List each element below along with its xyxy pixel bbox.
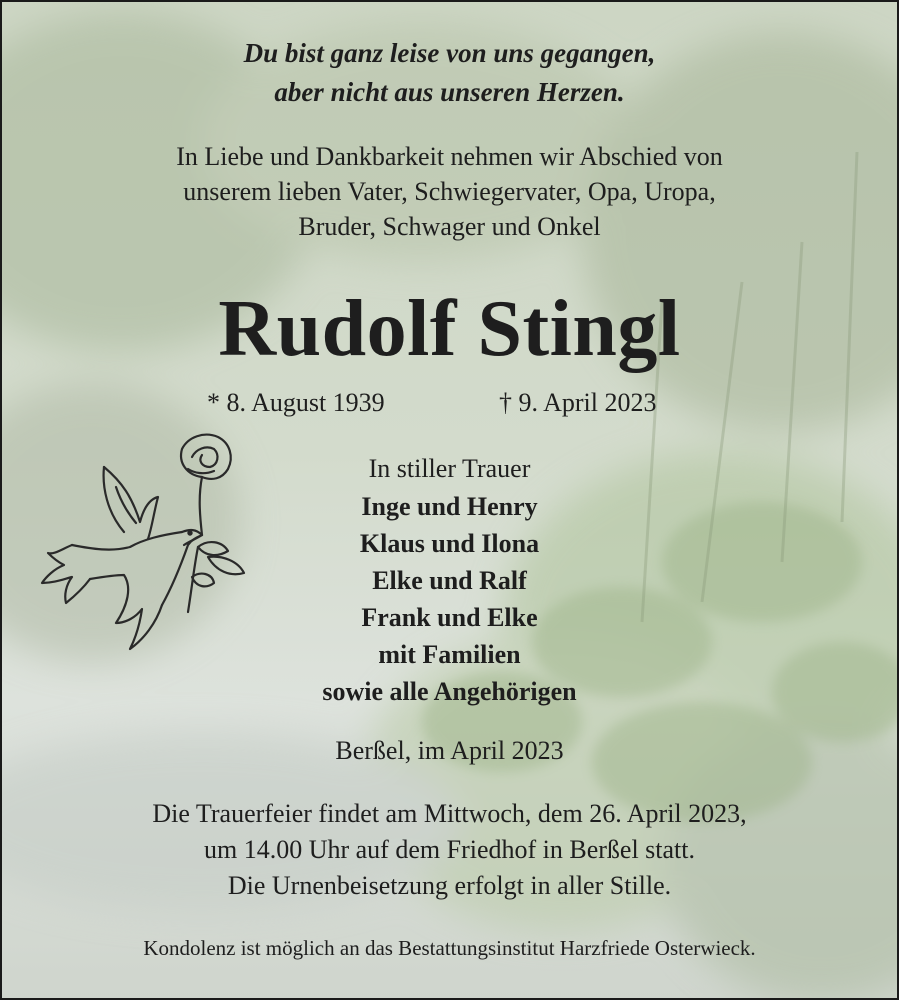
service-line-2: um 14.00 Uhr auf dem Friedhof in Berßel statt. — [203, 835, 696, 864]
motto-line-1: Du bist ganz leise von uns gegangen, — [243, 38, 656, 68]
death-date: † 9. April 2023 — [499, 388, 657, 417]
mourner-4: Frank und Elke — [361, 603, 538, 632]
motto-line-2: aber nicht aus unseren Herzen. — [274, 77, 625, 107]
intro-line-2: unserem lieben Vater, Schwiegervater, Opa, Uropa, — [183, 177, 716, 206]
mourner-6: sowie alle Angehörigen — [322, 677, 577, 706]
mourner-5: mit Familien — [378, 640, 521, 669]
mourner-3: Elke und Ralf — [372, 566, 527, 595]
mourner-1: Inge und Henry — [361, 492, 538, 521]
mourner-2: Klaus und Ilona — [359, 529, 540, 558]
place-date: Berßel, im April 2023 — [335, 736, 564, 765]
intro-line-1: In Liebe und Dankbarkeit nehmen wir Abschied von — [176, 142, 723, 171]
condolence-note: Kondolenz ist möglich an das Bestattungsinstitut Harzfriede Osterwieck. — [143, 936, 756, 960]
intro-line-3: Bruder, Schwager und Onkel — [298, 212, 601, 241]
service-line-3: Die Urnenbeisetzung erfolgt in aller Stille. — [227, 871, 672, 900]
deceased-name: Rudolf Stingl — [218, 285, 681, 373]
mourning-label: In stiller Trauer — [368, 454, 531, 483]
service-line-1: Die Trauerfeier findet am Mittwoch, dem 26. April 2023, — [152, 799, 747, 828]
notice-text — [2, 2, 897, 998]
birth-date: * 8. August 1939 — [207, 388, 385, 417]
